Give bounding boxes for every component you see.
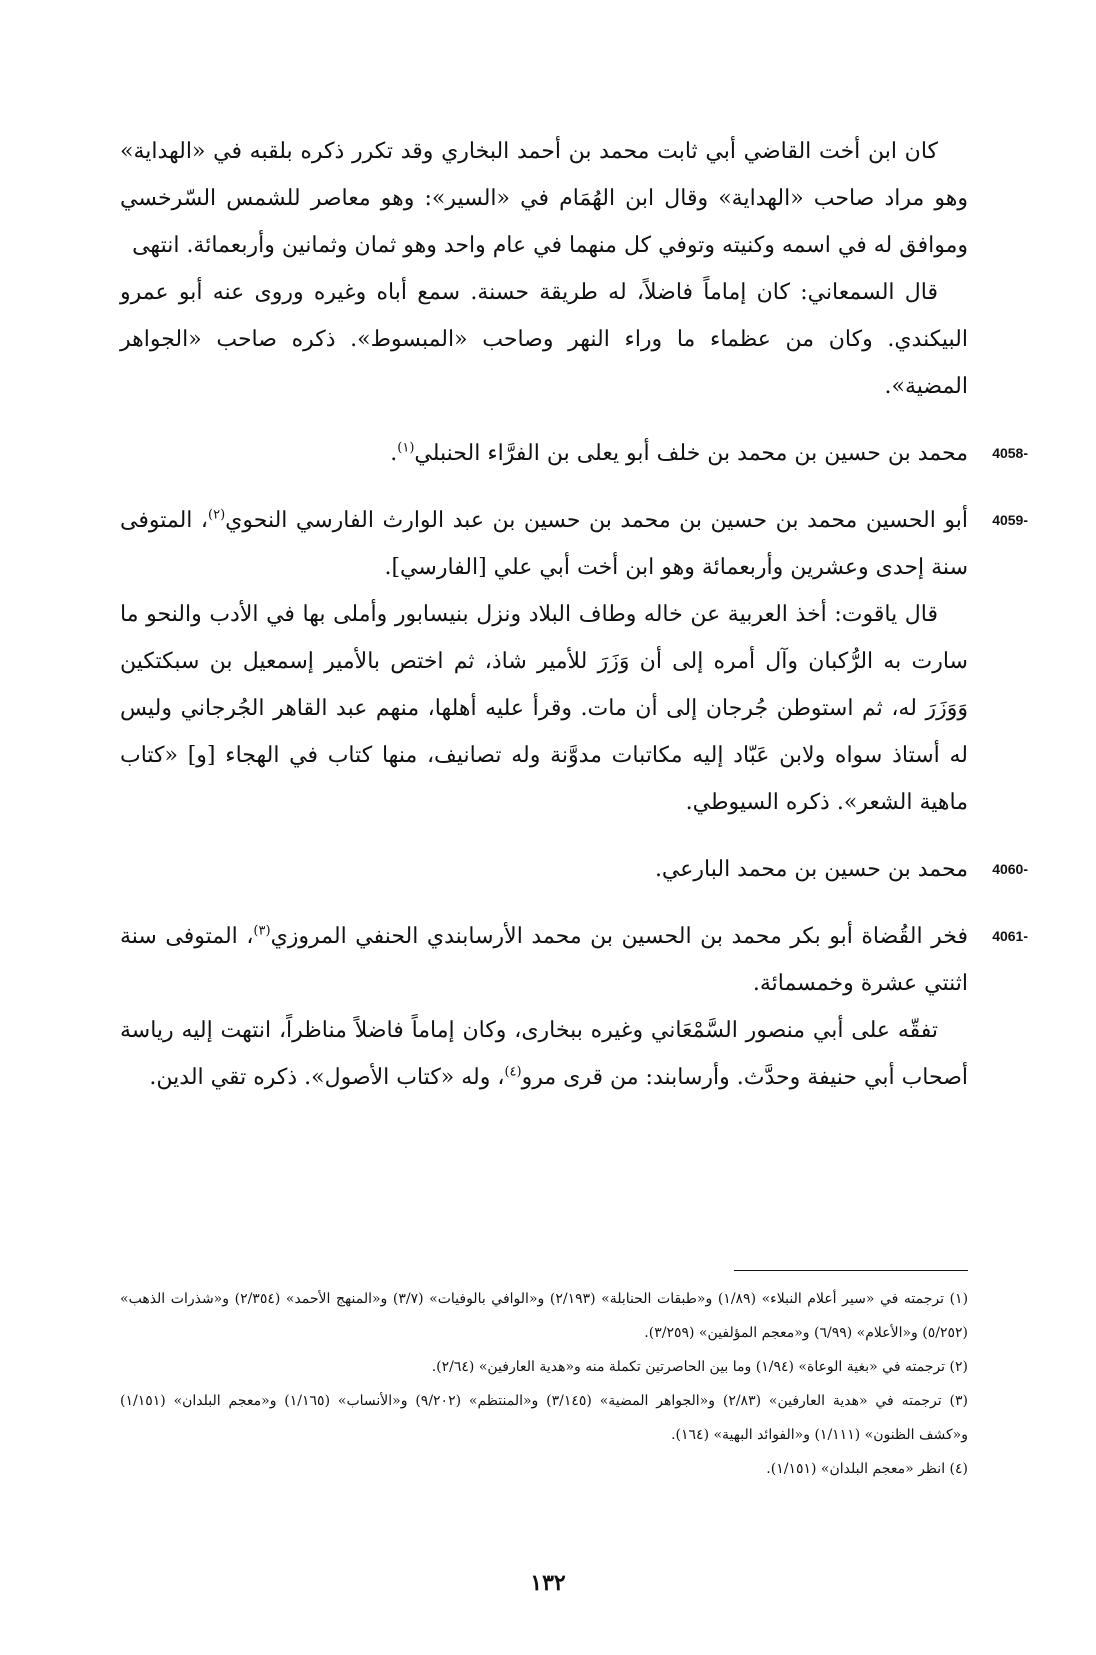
entry-number: 4058- <box>992 445 1028 461</box>
entry-4060 <box>120 846 1028 893</box>
paragraph-tafaqqah <box>120 1007 968 1101</box>
entry-heading: محمد بن حسين بن محمد البارعي. <box>654 857 968 882</box>
footnote-4: (٤) انظر «معجم البلدان» (١/١٥١). <box>766 1461 968 1477</box>
entry-continuation: ، المتوفى سنة إحدى وعشرين وأربعمائة وهو ابن أخت أبي علي [الفارسي]. <box>120 508 968 580</box>
paragraph-intro: كان ابن أخت القاضي أبي ثابت محمد بن أحمد البخاري وقد تكرر ذكره بلقبه في «الهداية» وهو مراد صاحب «الهداية» وقال ابن الهُمَام في «السير»: وهو معاصر للشمس السّرخسي وموافق له في اسمه وكنيته وتوفي كل منهما في عام واحد وهو ثمان وثمانين وأربعمائة. انتهى <box>120 139 968 258</box>
entry-heading: محمد بن حسين بن محمد بن خلف أبو يعلى بن الفرَّاء الحنبلي <box>414 441 968 466</box>
footnote-ref[interactable]: (٢) <box>208 507 226 523</box>
main-text <box>120 128 1028 1101</box>
footnote-2: (٢) ترجمته في «بغية الوعاة» (١/٩٤) وما بين الحاصرتين تكملة منه و«هدية العارفين» (٢/٦٤). <box>431 1359 968 1375</box>
entry-continuation: ، المتوفى سنة اثنتي عشرة وخمسمائة. <box>120 924 968 996</box>
footnote-ref[interactable]: (٣) <box>253 923 271 939</box>
entry-heading: فخر القُضاة أبو بكر محمد بن الحسين بن محمد الأرسابندي الحنفي المروزي <box>270 924 968 949</box>
paragraph-text-end: ، وله «كتاب الأصول». ذكره تقي الدين. <box>149 1065 505 1090</box>
footnote-ref[interactable]: (٤) <box>504 1064 522 1080</box>
entry-heading: أبو الحسين محمد بن حسين بن محمد بن حسين بن عبد الوارث الفارسي النحوي <box>225 508 968 533</box>
paragraph-text: تفقّه على أبي منصور السَّمْعَاني وغيره ببخارى، وكان إماماً فاضلاً مناظراً، انتهت إليه رياسة أصحاب أبي حنيفة وحدَّث. وأرسابند: من قرى مرو <box>120 1018 968 1090</box>
footnote-3: (٣) ترجمته في «هدية العارفين» (٢/٨٣) و«الجواهر المضية» (٣/١٤٥) و«المنتظم» (٩/٢٠٢) و«الأنساب» (١/١٦٥) و«معجم البلدان» (١/١٥١) و«كشف الظنون» (١/١١١) و«الفوائد البهية» (١٦٤). <box>120 1393 968 1443</box>
entry-end: . <box>390 441 398 466</box>
entry-4058 <box>120 430 1028 477</box>
entry-4061 <box>120 913 1028 1007</box>
footnotes <box>120 1282 968 1486</box>
paragraph-yaqut: قال ياقوت: أخذ العربية عن خاله وطاف البلاد ونزل بنيسابور وأملى بها في الأدب والنحو ما سارت به الرُّكبان وآل أمره إلى أن وَزَرَ للأمير شاذ، ثم اختص بالأمير إسمعيل بن سبكتكين وَوَزَرَ له، ثم استوطن جُرجان إلى أن مات. وقرأ عليه أهلها، منهم عبد القاهر الجُرجاني وليس له أستاذ سواه ولابن عَبّاد إليه مكاتبات مدوَّنة وله تصانيف، منها كتاب في الهجاء [و] «كتاب ماهية الشعر». ذكره السيوطي. <box>120 602 968 815</box>
entry-number: 4059- <box>992 512 1028 528</box>
footnote-divider <box>734 1270 968 1271</box>
entry-number: 4061- <box>992 928 1028 944</box>
paragraph-samani: قال السمعاني: كان إماماً فاضلاً، له طريقة حسنة. سمع أباه وغيره وروى عنه أبو عمرو البيكندي. وكان من عظماء ما وراء النهر وصاحب «المبسوط». ذكره صاحب «الجواهر المضية». <box>120 280 968 399</box>
page-number: ١٣٢ <box>530 1570 566 1596</box>
footnote-1: (١) ترجمته في «سير أعلام النبلاء» (١/٨٩) و«طبقات الحنابلة» (٢/١٩٣) و«الوافي بالوفيات» (٣/٧) و«المنهج الأحمد» (٢/٣٥٤) و«شذرات الذهب» (٥/٢٥٢) و«الأعلام» (٦/٩٩) و«معجم المؤلفين» (٣/٢٥٩). <box>120 1291 969 1341</box>
footnote-ref[interactable]: (١) <box>397 440 415 456</box>
entry-number: 4060- <box>992 861 1028 877</box>
entry-4059 <box>120 497 1028 591</box>
